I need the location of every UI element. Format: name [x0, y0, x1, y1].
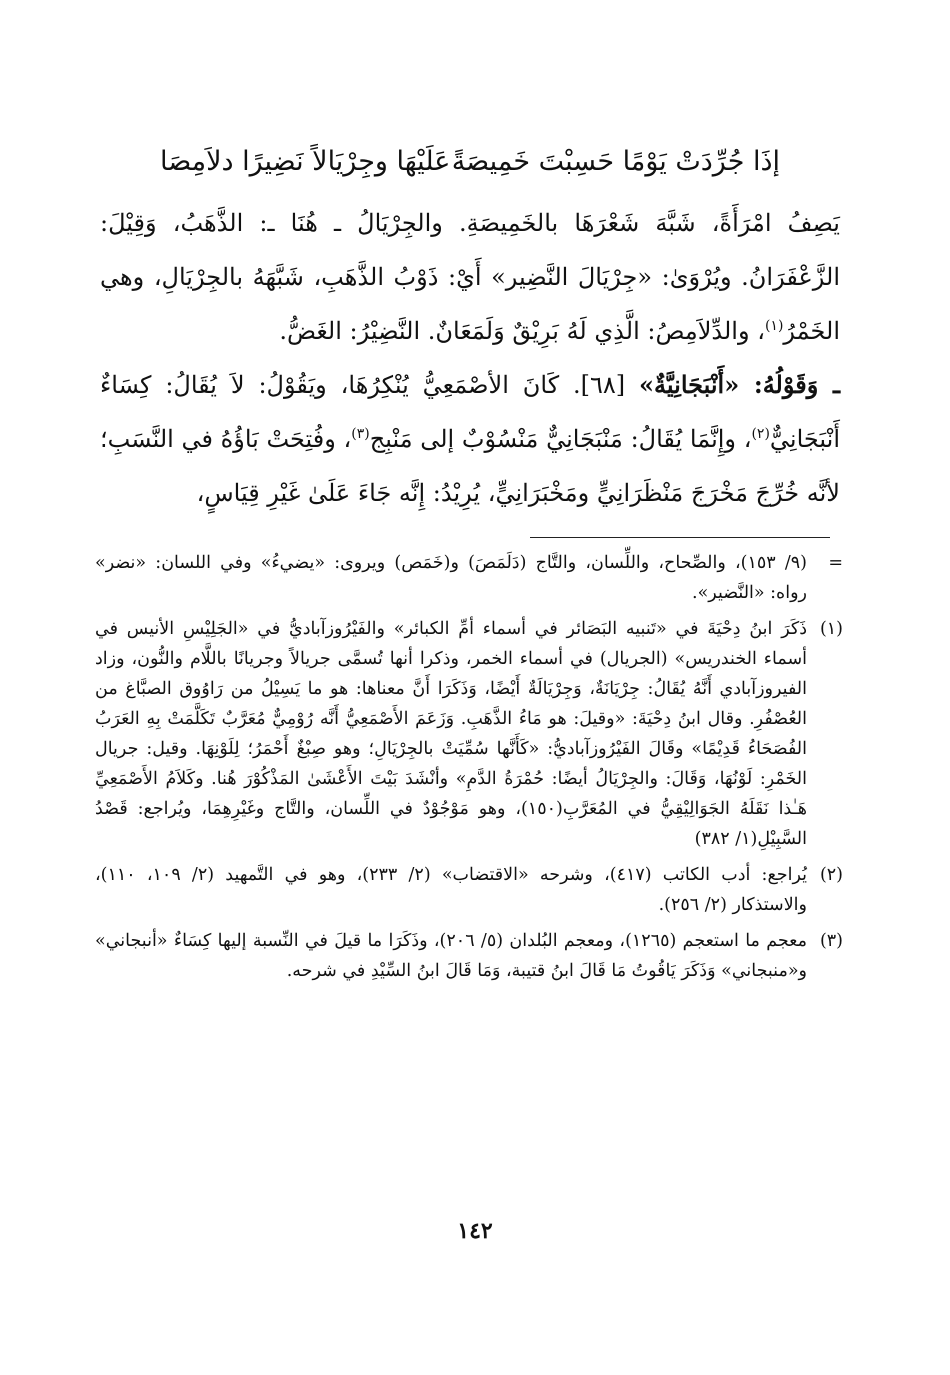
paragraph-2-text-a: [٦٨]. كَانَ الأصْمَعِيُّ يُنْكِرُهَا، ويَقُوْلُ: لاَ يُقَالُ: كِسَاءٌ أَنْبَجَانِيٌّ — [100, 371, 840, 453]
page-number: ١٤٢ — [457, 1218, 493, 1244]
footnote-1 — [95, 614, 843, 854]
verse-hemistich-second: عَلَيْهَا وجِرْيَالاً نَضِيرًا دلاَمِصَا — [160, 145, 451, 177]
paragraph-2-lead: ـ وَقَوْلُهُ: «أَنْبَجَانِيَّةٌ» — [639, 370, 840, 399]
footnote-separator — [530, 537, 830, 538]
footnote-2 — [95, 860, 843, 920]
footnote-ref-1: (١) — [764, 318, 784, 334]
continuation-mark: = — [828, 553, 843, 573]
paragraph-1-end: ، والدِّلاَمِصُ: الَّذِي لَهُ بَرِيْقٌ وَلَمَعَانٌ. النَّضِيْرُ: الغَضُّ. — [279, 317, 765, 345]
paragraph-2 — [100, 358, 840, 520]
footnote-1-number: (١) — [819, 619, 843, 639]
paragraph-1 — [100, 196, 840, 358]
footnote-3-text: معجم ما استعجم (١٢٦٥)، ومعجم البُلدان (٥/ ٢٠٦)، وذَكَرَا ما قيلَ في النِّسبة إليها كِسَاءٌ «أنبجاني» و«منبجاني» وَذَكَرَ يَاقُوتُ مَا قَالَ ابنُ قتيبة، وَمَا قَالَ ابنُ السِّيْدِ في شرحه. — [95, 931, 807, 981]
footnote-3-number: (٣) — [819, 931, 843, 951]
footnote-ref-2: (٢) — [751, 426, 770, 442]
footnote-2-text: يُراجع: أدب الكاتب (٤١٧)، وشرحه «الاقتضاب» (٢/ ٢٣٣)، وهو في التَّمهيد (٢/ ١٠٩، ١١٠)، والاستذكار (٢/ ٢٥٦). — [95, 865, 807, 915]
footnote-1-text: ذَكَرَ ابنُ دِحْيَةَ في «تَنبيه البَصَائر في أسماء أمِّ الكبائر» والفَيْرُوزآباديُّ في «الجَلِيْسِ الأنيس في أسماء الخندريس» (الجريال) في أسماء الخمر، وذكرا أنها تُسمَّى جريالاً وجريانًا باللَّام والنُّون، وزاد الفيروزآبادي أَنَّهُ يُقَالُ: جِرْيَانَةٌ، وَجِرْيَالَةٌ أَيْضًا، وَذَكَرَا أَنَّ معناها: هو ما يَسِيْلُ من رَاوُوق الصبَّاغ من العُصْفُرِ. وقال ابنُ دِحْيَةَ: «وقيلَ: هو مَاءُ الذَّهَبِ. وَزَعَمَ الأَصْمَعِيُّ أَنَّه رُوْمِيٌّ مُعَرَّبٌ تَكَلَّمَتْ بِهِ العَرَبُ الفُصَحَاءُ قَدِيْمًا» وقَالَ الفَيْرُوزآباديُّ: «كَأَنَّها سُمِّيَتْ بالجِرْيَالِ؛ وهو صِبْغٌ أَحْمَرُ؛ لِلَوْنِهَا. وقيل: جريال الخَمْرِ: لَوْنُهَا، وَقَالَ: والجِرْيَالُ أيضًا: حُمْرَةُ الدَّمِ» وأنْشَدَ بَيْتَ الأَعْشَىٰ المَذْكُوْرَ هُنا. وكَلاَمُ الأَصْمَعِيِّ هَـٰذا نَقَلَهُ الجَوَالِيْقِيُّ في المُعَرَّبِ(١٥٠)، وهو مَوْجُوْدٌ في اللِّسان، والتَّاج وغَيْرِهِمَا، ويُراجع: قَصْدُ السَّبِيْلِ(١/ ٣٨٢) — [95, 619, 807, 849]
paragraph-2-text-b: ، وإِنَّمَا يُقَالُ: مَنْبَجَانِيٌّ مَنْسُوْبٌ إلى مَنْبِج — [369, 425, 752, 453]
paragraph-2-text-c: ، وفُتِحَتْ بَاؤُهُ في النَّسَبِ؛ لأنَّه خُرِّجَ مَخْرَجَ مَنْظَرَانِيٍّ ومَخْبَرَانِيٍّ، يُرِيْدُ: إِنَّه جَاءَ عَلَىٰ غَيْرِ قِيَاسٍ، — [100, 425, 840, 507]
poetry-verse — [160, 136, 780, 186]
footnotes — [95, 548, 843, 992]
main-text — [100, 196, 840, 520]
paragraph-1-text: يَصِفُ امْرَأَةً، شَبَّهَ شَعْرَهَا بالخَمِيصَةِ. والجِرْيَالُ ـ هُنَا ـ: الذَّهَبُ، وَقِيْلَ: الزَّعْفَرَانُ. ويُرْوَىٰ: «جِرْيَالَ النَّضِير» أَيْ: ذَوْبُ الذَّهَبِ، شَبَّهَهُ بالجِرْيَالِ، وهي الخَمْرُ — [100, 209, 840, 345]
footnote-2-number: (٢) — [819, 865, 843, 885]
footnote-continuation-text: (٩/ ١٥٣)، والصِّحاح، واللِّسان، والتَّاج (دَلَمَصَ) و(خَمَص) ويروى: «يضيءُ» وفي اللسان: «نضر» رواه: «النَّضير». — [95, 553, 807, 603]
verse-hemistich-first: إذَا جُرِّدَتْ يَوْمًا حَسِبْتَ خَمِيصَةً — [451, 145, 780, 177]
footnote-3 — [95, 926, 843, 986]
footnote-ref-3: (٣) — [351, 426, 370, 442]
footnote-continuation — [95, 548, 843, 608]
